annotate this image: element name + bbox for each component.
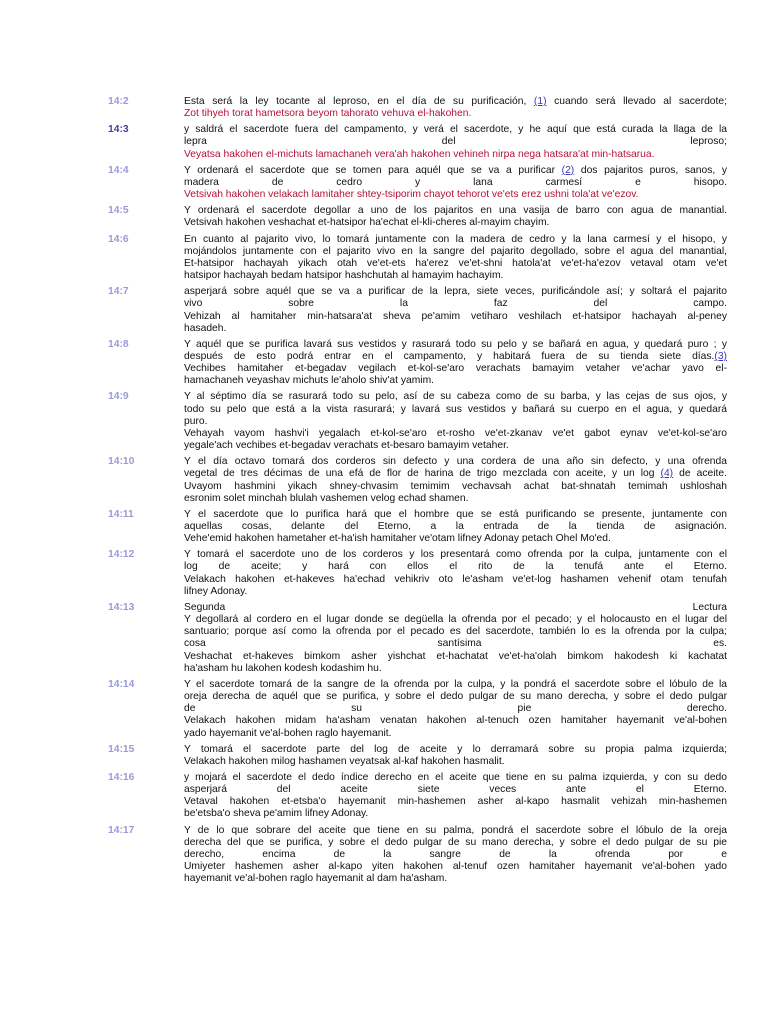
verse-number: 14:11 xyxy=(108,508,134,520)
spanish-text: de su pie derecho. xyxy=(184,703,727,715)
spanish-text: Y aquél que se purifica lavará sus vestidos y rasurará todo su pelo y se bañará en agua, y quedará puro ; y xyxy=(184,338,727,350)
transliteration: lifney Adonay. xyxy=(184,585,248,597)
spanish-text: Y ordenará el sacerdote degollar a uno de los pajaritos en una vasija de barro con agua de manantial. xyxy=(184,205,727,217)
transliteration: Veshachat et-hakeves bimkom asher yishchat et-hachatat ve'et-ha'olah bimkom hakodesh ki kachatat xyxy=(184,650,727,662)
transliteration: hatsipor hachayah bedam hatsipor hashchutah al hamayim hachayim. xyxy=(184,270,504,282)
verse-text xyxy=(184,509,727,545)
transliteration: Vehe'emid hakohen hametaher et-ha'ish hamitaher ve'otam lifney Adonay petach Ohel Mo'ed. xyxy=(184,533,611,545)
footnote-link-4[interactable]: (4) xyxy=(660,468,674,480)
transliteration: Velakach hakohen milog hashamen veyatsak al-kaf hakohen hasmalit. xyxy=(184,755,505,767)
spanish-text: cuando será llevado al sacerdote; xyxy=(546,96,727,107)
verse-number: 14:12 xyxy=(108,549,135,561)
spanish-text: log de aceite; y hará con ellos el rito de la tenufá ante el Eterno. xyxy=(184,561,727,573)
spanish-text: lepra del leproso; xyxy=(184,136,727,148)
verse-number: 14:17 xyxy=(108,824,135,836)
verse-text xyxy=(184,124,727,160)
spanish-text: de aceite. xyxy=(673,468,727,480)
footnote-link-3[interactable]: (3) xyxy=(714,350,727,362)
transliteration: Et-hatsipor hachayah yikach otah ve'et-ets ha'erez ve'et-shni hatola'at ve'et-ha'ezov vetaval otam ve'et xyxy=(184,257,727,269)
spanish-text: asperjará del aceite siete veces ante el Eterno. xyxy=(184,784,727,796)
verse-number: 14:3 xyxy=(108,124,129,136)
transliteration: Vetsivah hakohen velakach lamitaher shtey-tsiporim chayot tehorot ve'ets erez ushni tola'at ve'ezov. xyxy=(184,189,639,201)
verse-text xyxy=(184,96,727,120)
transliteration: Vetaval hakohen et-etsba'o hayemanit min-hashemen asher al-kapo hasmalit vehizah min-hashemen xyxy=(184,796,727,808)
reading-heading-right: Lectura xyxy=(692,601,727,613)
spanish-text: Y tomará el sacerdote parte del log de aceite y lo derramará sobre su propia palma izquierda; xyxy=(184,743,727,755)
verse-14-8 xyxy=(0,339,768,388)
transliteration: Velakach hakohen midam ha'asham venatan hakohen al-tenuch ozen hamitaher hayemanit ve'al-bohen xyxy=(184,715,727,727)
verse-14-2 xyxy=(0,96,768,120)
footnote-link-2[interactable]: (2) xyxy=(561,164,575,176)
transliteration: yegale'ach vechibes et-begadav verachats et-besaro bamayim vetaher. xyxy=(184,440,509,452)
spanish-text: puro. xyxy=(184,415,208,427)
transliteration: be'etsba'o sheva pe'amim lifney Adonay. xyxy=(184,808,369,820)
verse-number: 14:8 xyxy=(108,338,129,350)
verse-text xyxy=(184,602,727,675)
spanish-text: después de esto podrá entrar en el campamento, y habitará fuera de su tienda siete días. xyxy=(184,350,715,362)
verse-14-4 xyxy=(0,165,768,201)
verse-14-10 xyxy=(0,456,768,505)
verse-14-13 xyxy=(0,602,768,675)
verse-text xyxy=(184,165,727,201)
transliteration: Vehayah vayom hashvi'i yegalach et-kol-se'aro et-rosho ve'et-zkanav ve'et gabot eynav ve'et-kol-se'aro xyxy=(184,427,727,439)
verse-number: 14:14 xyxy=(108,678,135,690)
transliteration: Vehizah al hamitaher min-hatsara'at sheva pe'amim vetiharo veshilach et-hatsipor hachayah al-peney xyxy=(184,310,727,322)
verse-14-5 xyxy=(0,205,768,229)
verse-text xyxy=(184,456,727,505)
spanish-text: derecho, encima de la sangre de la ofrenda por e xyxy=(184,848,727,860)
verse-14-11 xyxy=(0,509,768,545)
spanish-text: Y el sacerdote tomará de la sangre de la ofrenda por la culpa, y la pondrá el sacerdote sobre el lóbulo de la xyxy=(184,678,727,690)
spanish-text: Y de lo que sobrare del aceite que tiene en su palma, pondrá el sacerdote sobre el lóbulo de la oreja xyxy=(184,824,727,836)
verse-text xyxy=(184,825,727,886)
spanish-text: oreja derecha de aquél que se purifica, y sobre el dedo pulgar de su mano derecha, y sobre el dedo pulgar xyxy=(184,691,727,703)
verse-number: 14:5 xyxy=(108,205,129,217)
footnote-link-1[interactable]: (1) xyxy=(533,96,547,107)
verse-text xyxy=(184,679,727,740)
spanish-text: asperjará sobre aquél que se va a purificar de la lepra, siete veces, purificándole así; y soltará el pajarito xyxy=(184,286,727,298)
verse-number: 14:13 xyxy=(108,601,135,613)
verse-text xyxy=(184,205,727,229)
verse-14-14 xyxy=(0,679,768,740)
transliteration: Uvayom hashmini yikach shney-chvasim temimim vechavsah achat bat-shnatah temimah ushloshah xyxy=(184,480,727,492)
transliteration: Zot tihyeh torat hametsora beyom tahorato vehuva el-hakohen. xyxy=(184,108,472,120)
reading-heading xyxy=(184,602,727,614)
spanish-text: y saldrá el sacerdote fuera del campamento, y verá el sacerdote, y he aquí que está curada la llaga de la xyxy=(184,124,727,136)
transliteration: hayemanit ve'al-bohen raglo hayemanit al dam ha'asham. xyxy=(184,873,448,885)
spanish-text: En cuanto al pajarito vivo, lo tomará juntamente con la madera de cedro y la lana carmesí y el hisopo, y xyxy=(184,233,727,245)
transliteration: hasadeh. xyxy=(184,322,227,334)
spanish-text: mojándolos juntamente con el pajarito vivo en la sangre del pajarito degollado, sobre el agua del manantial, xyxy=(184,245,727,257)
transliteration: Umiyeter hashemen asher al-kapo yiten hakohen al-tenuf ozen hamitaher hayemanit ve'al-bohen yado xyxy=(184,861,727,873)
verse-14-7 xyxy=(0,286,768,335)
spanish-text: aquellas cosas, delante del Eterno, a la entrada de la tienda de asignación. xyxy=(184,521,727,532)
verse-text xyxy=(184,234,727,283)
spanish-text: Y degollará al cordero en el lugar donde se degüella la ofrenda por el pecado; y el holocausto en el lugar del xyxy=(184,614,727,626)
spanish-text: Y al séptimo día se rasurará todo su pelo, así de su cabeza como de su barba, y las cejas de sus ojos, y xyxy=(184,391,727,403)
verse-14-6 xyxy=(0,234,768,283)
transliteration: Vechibes hamitaher et-begadav vegilach et-kol-se'aro verachats bamayim vetaher ve'achar yavo el- xyxy=(184,363,727,375)
verse-14-12 xyxy=(0,549,768,598)
spanish-text: madera de cedro y lana carmesí e hisopo. xyxy=(184,176,727,188)
verse-text xyxy=(184,391,727,452)
transliteration: Veyatsa hakohen el-michuts lamachaneh vera'ah hakohen vehineh nirpa nega hatsara'at min-hatsarua. xyxy=(184,148,655,160)
spanish-text: todo su pelo que está a la vista rasurará; y lavará sus vestidos y bañará su cuerpo en el agua, y quedará xyxy=(184,403,727,415)
verse-number: 14:16 xyxy=(108,771,135,783)
verse-text xyxy=(184,744,727,768)
verse-14-15 xyxy=(0,744,768,768)
verse-number: 14:10 xyxy=(108,456,135,468)
spanish-text: y mojará el sacerdote el dedo índice derecho en el aceite que tiene en su palma izquierda, y con su dedo xyxy=(184,771,727,783)
verse-number: 14:2 xyxy=(108,96,129,107)
transliteration: Velakach hakohen et-hakeves ha'echad vehikriv oto le'asham ve'et-log hashamen vehenif otam tenufah xyxy=(184,573,727,585)
spanish-text: cosa santísima es. xyxy=(184,638,727,650)
spanish-text: vegetal de tres décimas de una efá de flor de harina de trigo mezclada con aceite, y un log xyxy=(184,468,655,480)
transliteration: esronim solet minchah blulah vashemen velog echad shamen. xyxy=(184,492,469,504)
spanish-text: derecha del que se purifica, y sobre el dedo pulgar de su mano derecha, y sobre el dedo pulgar de su pie xyxy=(184,836,727,848)
verse-number: 14:7 xyxy=(108,286,129,298)
spanish-text: Esta será la ley tocante al leproso, en el día de su purificación, xyxy=(184,96,527,107)
transliteration: Vetsivah hakohen veshachat et-hatsipor ha'echat el-kli-cheres al-mayim chayim. xyxy=(184,217,550,229)
transliteration: yado hayemanit ve'al-bohen raglo hayemanit. xyxy=(184,727,392,739)
spanish-text: Y el día octavo tomará dos corderos sin defecto y una cordera de una año sin defecto, y una ofrenda xyxy=(184,456,727,468)
reading-heading-left: Segunda xyxy=(184,601,226,613)
spanish-text: dos pajaritos puros, sanos, y xyxy=(574,164,727,176)
verse-14-17 xyxy=(0,825,768,886)
verse-14-3 xyxy=(0,124,768,160)
verse-number: 14:9 xyxy=(108,391,129,403)
verse-number: 14:15 xyxy=(108,743,135,755)
verse-14-9 xyxy=(0,391,768,452)
verse-text xyxy=(184,772,727,821)
spanish-text: Y tomará el sacerdote uno de los corderos y los presentará como ofrenda por la culpa, juntamente con el xyxy=(184,549,727,561)
transliteration: ha'asham hu lakohen kodesh kodashim hu. xyxy=(184,662,382,674)
verse-text xyxy=(184,286,727,335)
verse-14-16 xyxy=(0,772,768,821)
spanish-text: Y el sacerdote que lo purifica hará que el hombre que se está purificando se presente, juntamente con xyxy=(184,508,727,520)
transliteration: hamachaneh veyashav michuts le'aholo shiv'at yamim. xyxy=(184,375,435,387)
verse-number: 14:6 xyxy=(108,233,129,245)
spanish-text: Y ordenará el sacerdote que se tomen para aquél que se va a purificar xyxy=(184,164,556,176)
verse-text xyxy=(184,549,727,598)
spanish-text: santuario; porque así como la ofrenda por el pecado es del sacerdote, también lo es la ofrenda por la culpa; xyxy=(184,626,727,638)
spanish-text: vivo sobre la faz del campo. xyxy=(184,298,727,310)
document-body xyxy=(0,96,768,889)
verse-number: 14:4 xyxy=(108,164,129,176)
verse-text xyxy=(184,339,727,388)
